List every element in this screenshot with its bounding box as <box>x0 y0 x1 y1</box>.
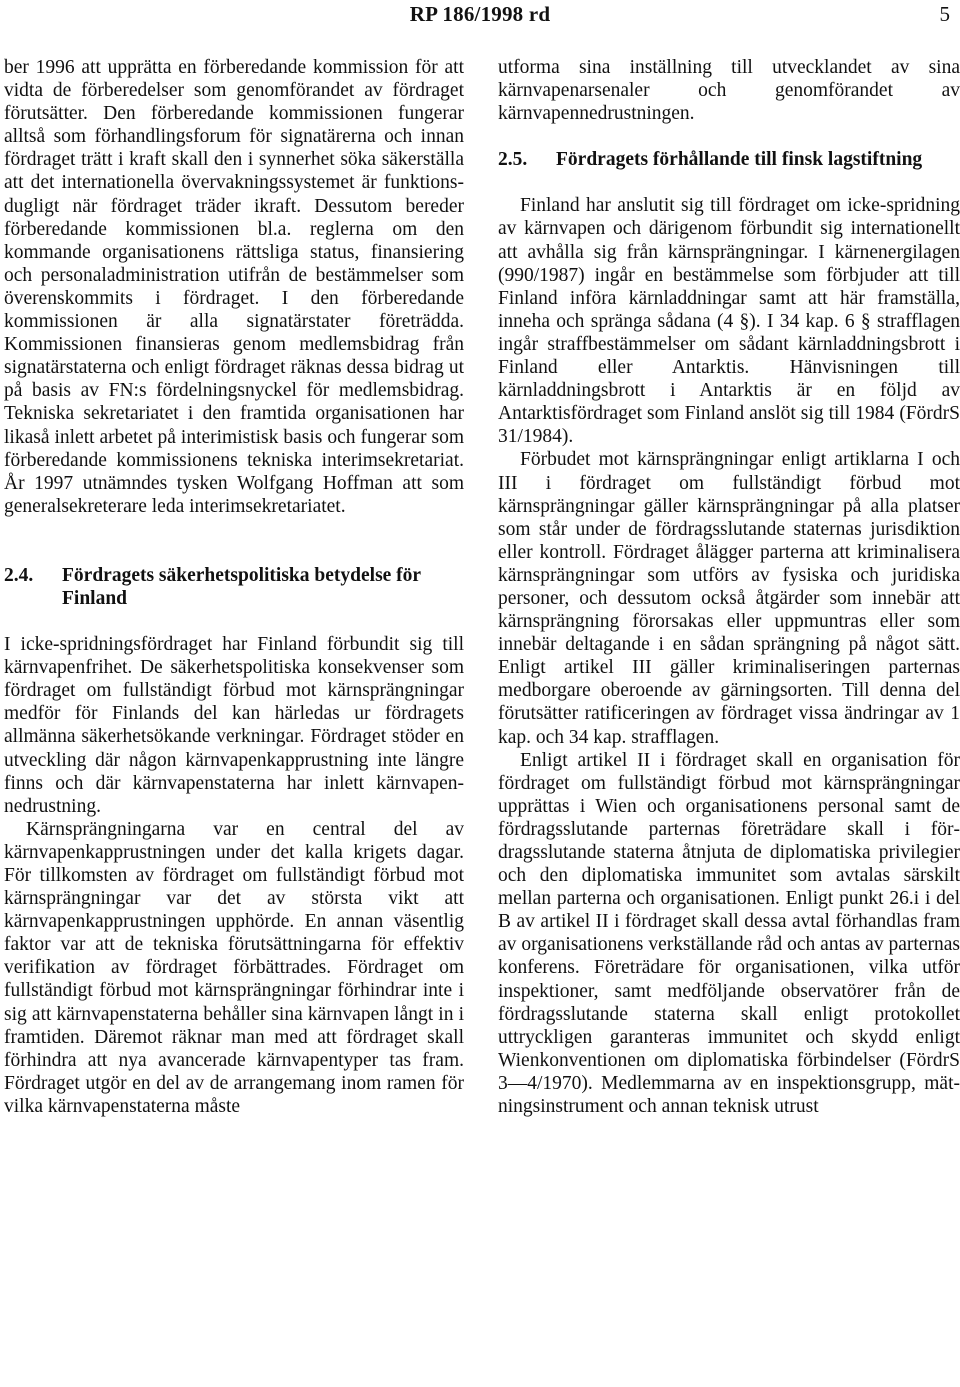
paragraph: Finland har anslutit sig till fördraget om icke-spridning av kärnvapen och därigenom förbundit sig internationellt att avhålla sig från kärnsprängningar. I kärnenergilagen (990/1987) ingår en bestämmelse som förbjuder att till Finland införa kärnladdningar samt att här framställa, inneha och spränga sådana (4 §). I 34 kap. 6 § strafflagen ingår straffbestämmelser om sådant kärnladdningsbrott i Finland eller Antarktis. Hänvisningen till kärnladdningsbrott i Antarktis är en följd av Antarktisfördraget som Finland anslöt sig till 1984 (FördrS 31/1984). <box>498 195 960 448</box>
section-number: 2.5. <box>498 149 528 171</box>
paragraph: utforma sina inställning till utvecklandet av sina kärnvapenarsenaler och genomförandet av kärnvapennedrustningen. <box>498 57 960 125</box>
document-id: RP 186/1998 rd <box>409 2 551 26</box>
paragraph: I icke-spridningsfördraget har Finland förbundit sig till kärnvapenfrihet. De säkerhetspolitiska konsekvenser som fördraget om fullständigt förbud mot kärnsprängningar medför för Finlands del kan härledas ur fördragets allmänna säkerhetsökande verkningar. Fördraget stöder en utveckling där någon kärnvapenkapprustning inte längre finns och där kärnvapenstaterna har inlett kärnvapennedrustning. <box>4 634 464 817</box>
paragraph: Kärnsprängningarna var en central del av kärnvapenkapprustningen under det kalla krigets dagar. För tillkomsten av fördraget om fullständigt förbud mot kärnsprängningar var det av största vikt att kärnvapenkapprustningen upphörde. En annan väsentlig faktor var att de tekniska förutsättningarna för effektiv verifikation av fördraget förbättrades. Fördraget om fullständigt förbud mot kärnsprängningar förhindrar inte i sig att kärnvapenstaterna behåller sina kärnvapen långt in i framtiden. Däremot räknar man med att fördraget skall förhindra att nya avancerade kärnvapentyper tas fram. Fördraget utgör en del av de arrangemang inom ramen för vilka kärnvapenstaterna måste <box>4 818 464 1117</box>
section-heading-2-4 <box>4 564 464 610</box>
page-number: 5 <box>939 2 950 26</box>
section-number: 2.4. <box>4 564 34 586</box>
section-title: Fördragets förhållande till finsk lagstiftning <box>556 149 923 171</box>
section-title: Fördragets säkerhetspolitiska betydelse för Finland <box>62 564 421 609</box>
paragraph: ber 1996 att upprätta en förberedande kommission för att vidta de förberedelser som genomförandet av fördraget förutsätter. Den förberedande kommissionen fungerar alltså som förhandlingsforum för signatärerna och innan fördraget trätt i kraft skall den i synnerhet söka säkerställa att det internationella övervakningssystemet är funktionsdugligt när fördraget träder ikraft. Dessutom bereder förberedande kommissionen bl.a. reglerna om den kommande organisationens rättsliga status, finansiering och personaladministration utifrån de bestämmelser som överenskommits i fördraget. I den förberedande kommissionen är alla signatärstater företrädda. Kommissionen finansieras genom medlemsbidrag från signatärstaterna och enligt fördraget räknas dessa bidrag ut på basis av FN:s fördelningsnyckel för medlemsbidrag. Tekniska sekretariatet i den framtida organisationen har likaså inlett arbetet på interimistisk basis och fungerar som förberedande kommissionens tekniska interimsekretariat. År 1997 utnämndes tysken Wolfgang Hoffman att som generalsekreterare leda interimsekretariatet. <box>4 57 464 517</box>
section-heading-2-5 <box>498 148 960 171</box>
paragraph: Förbudet mot kärnsprängningar enligt artiklarna I och III i fördraget om fullständigt förbud mot kärnsprängningar gäller kärnsprängningar på alla platser som står under de fördragsslutande staternas jurisdiktion eller kontroll. Fördraget ålägger parterna att kriminalisera kärnsprängningar som utförs av fysiska och juridiska personer, och dessutom också åtgärder som innebär att kärnsprängning förorsakas eller uppmuntras eller som innebär deltagande i en sådan sprängning på något sätt. Enligt artikel III gäller kriminaliseringen parternas medborgare oberoende av gärningsorten. Till denna del förutsätter ratificeringen av fördraget vissa ändringar av 1 kap. och 34 kap. strafflagen. <box>498 449 960 748</box>
paragraph: Enligt artikel II i fördraget skall en organisation för fördraget om fullständigt förbud mot kärnsprängningar upprättas i Wien och organisationens personal samt de fördragsslutande parternas företrädare skall i fördragsslutande staterna åtnjuta de diplomatiska privilegier och den diplomatiska immunitet som avtalas särskilt mellan parterna och organisationen. Enligt punkt 26.i i del B av artikel II i fördraget skall dessa avtal förhandlas fram av organisationens verkställande råd och antas av parternas konferens. Företrädare för organisationen, vilka utför inspektioner, samt medföljande observatörer från de fördragsslutande staterna skall enligt protokollet uttryckligen garanteras immunitet och skydd enligt Wienkonventionen om diplomatiska förbindelser (FördrS 3—4/1970). Medlemmarna av en inspektionsgrupp, mätningsinstrument och annan teknisk utrust <box>498 749 960 1118</box>
left-column <box>4 56 464 1118</box>
page-header <box>0 0 960 40</box>
right-column <box>498 56 960 1118</box>
